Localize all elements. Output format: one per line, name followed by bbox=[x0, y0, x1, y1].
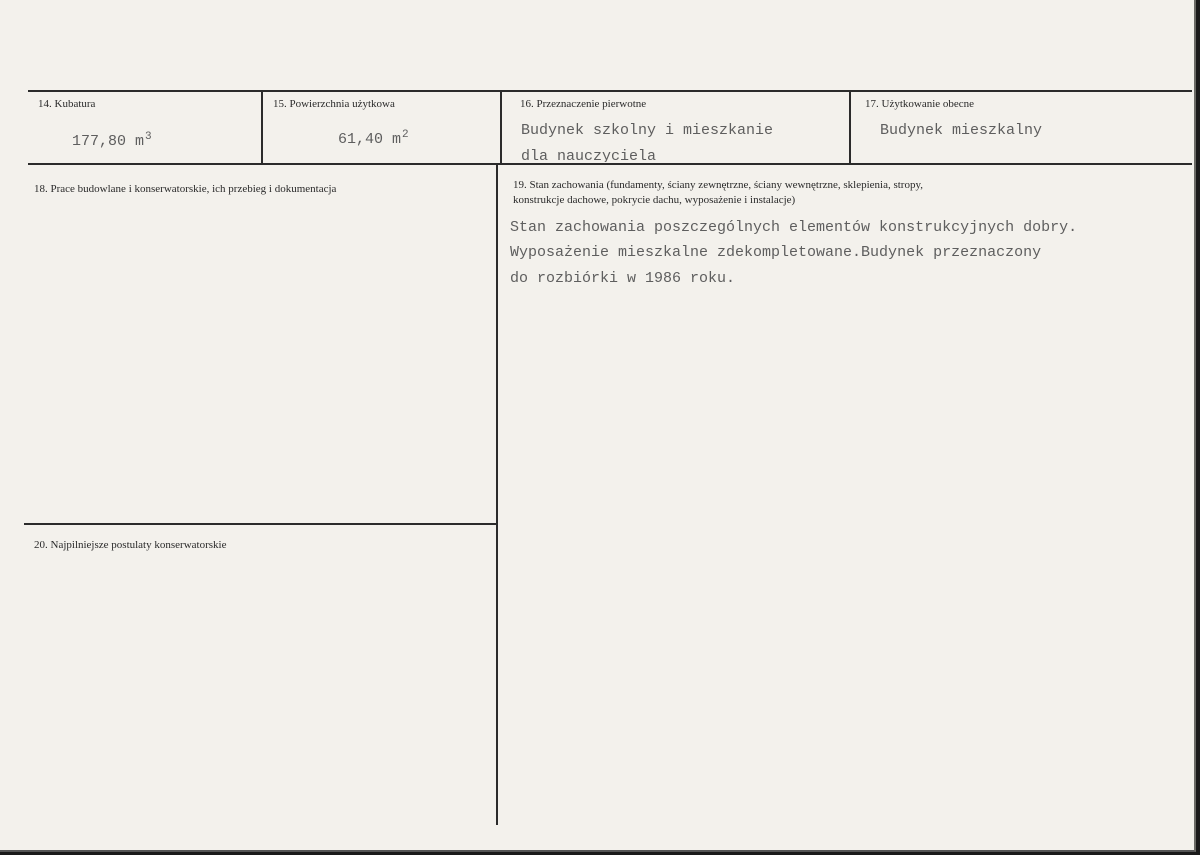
divider-14-15 bbox=[261, 90, 263, 164]
field-19-text-line3: do rozbiórki w 1986 roku. bbox=[510, 270, 736, 287]
row1-bottom-rule bbox=[28, 163, 1192, 165]
field-17-value: Budynek mieszkalny bbox=[880, 122, 1043, 139]
field-20-label: 20. Najpilniejsze postulaty konserwatorskie bbox=[34, 539, 227, 551]
top-rule bbox=[28, 90, 1192, 92]
field-19-text-line2: Wyposażenie mieszkalne zdekompletowane.Budynek przeznaczony bbox=[510, 244, 1042, 261]
divider-16-17 bbox=[849, 90, 851, 164]
section-18-20-rule bbox=[24, 523, 498, 525]
field-16-label: 16. Przeznaczenie pierwotne bbox=[520, 98, 647, 110]
field-14-value: 177,80 $m^3$ bbox=[72, 131, 152, 150]
field-15-label: 15. Powierzchnia użytkowa bbox=[273, 98, 395, 110]
field-16-line1: Budynek szkolny i mieszkanie bbox=[521, 122, 774, 139]
field-19-text-line1: Stan zachowania poszczególnych elementów konstrukcyjnych dobry. bbox=[510, 219, 1078, 236]
divider-15-16 bbox=[500, 90, 502, 164]
field-18-label: 18. Prace budowlane i konserwatorskie, ich przebieg i dokumentacja bbox=[34, 183, 337, 195]
field-14-label: 14. Kubatura bbox=[38, 98, 96, 110]
main-column-divider bbox=[496, 163, 498, 825]
field-16-line2: dla nauczyciela bbox=[521, 148, 657, 162]
field-15-value: 61,40 $m^2$ bbox=[338, 129, 409, 148]
field-19-label-line2: konstrukcje dachowe, pokrycie dachu, wyposażenie i instalacje) bbox=[513, 194, 796, 206]
field-19-label-line1: 19. Stan zachowania (fundamenty, ściany zewnętrzne, ściany wewnętrzne, sklepienia, stropy, bbox=[513, 179, 924, 191]
field-17-label: 17. Użytkowanie obecne bbox=[865, 98, 975, 110]
